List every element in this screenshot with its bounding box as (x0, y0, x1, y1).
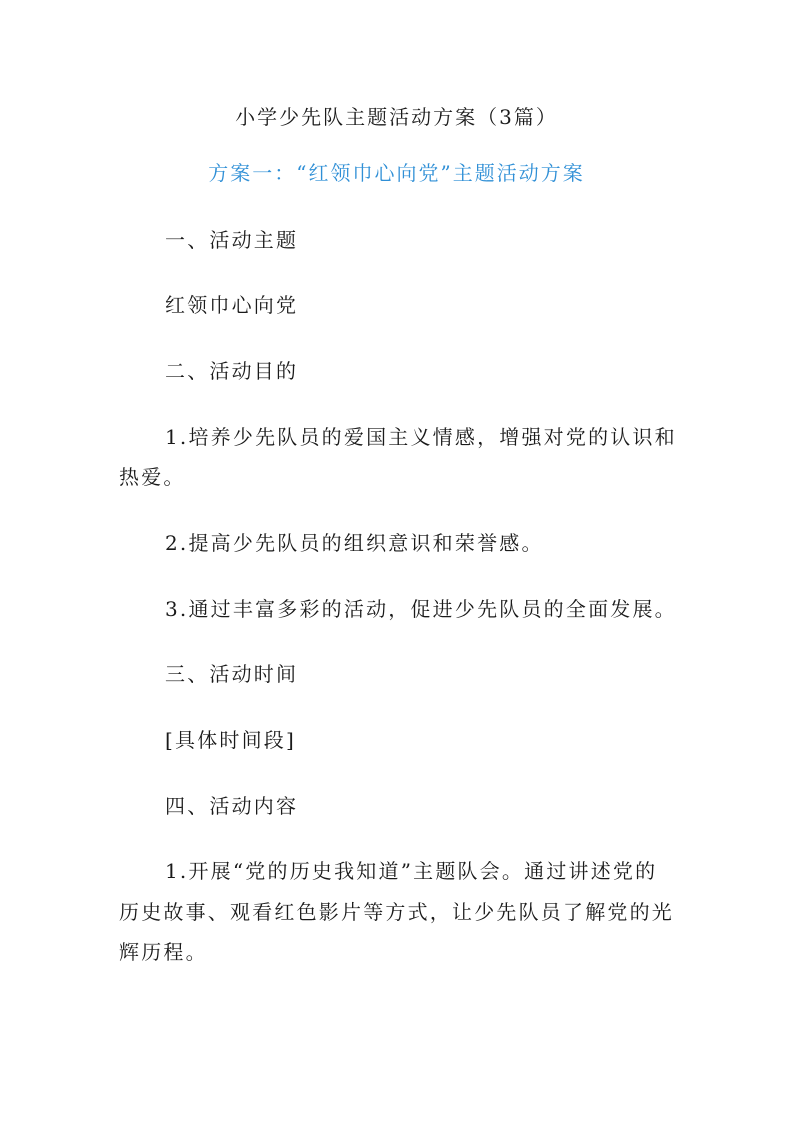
document-title: 小学少先队主题活动方案（3篇） (235, 105, 558, 129)
purpose-item-1-line-2: 热爱。 (119, 465, 186, 489)
purpose-item-3: 3.通过丰富多彩的活动，促进少先队员的全面发展。 (165, 597, 677, 621)
section-heading-purpose: 二、活动目的 (165, 359, 299, 383)
content-item-1-line-1: 1.开展“党的历史我知道”主题队会。通过讲述党的 (165, 859, 658, 883)
time-text: [具体时间段] (165, 728, 297, 752)
content-item-1-line-2: 历史故事、观看红色影片等方式，让少先队员了解党的光 (119, 900, 674, 924)
section-heading-time: 三、活动时间 (165, 662, 299, 686)
purpose-item-1-line-1: 1.培养少先队员的爱国主义情感，增强对党的认识和 (165, 425, 677, 449)
section-heading-content: 四、活动内容 (165, 794, 299, 818)
theme-text: 红领巾心向党 (165, 293, 299, 317)
purpose-item-2: 2.提高少先队员的组织意识和荣誉感。 (165, 531, 544, 555)
document-subtitle: 方案一：“红领巾心向党”主题活动方案 (208, 161, 585, 185)
section-heading-theme: 一、活动主题 (165, 228, 299, 252)
content-item-1-line-3: 辉历程。 (119, 940, 208, 964)
